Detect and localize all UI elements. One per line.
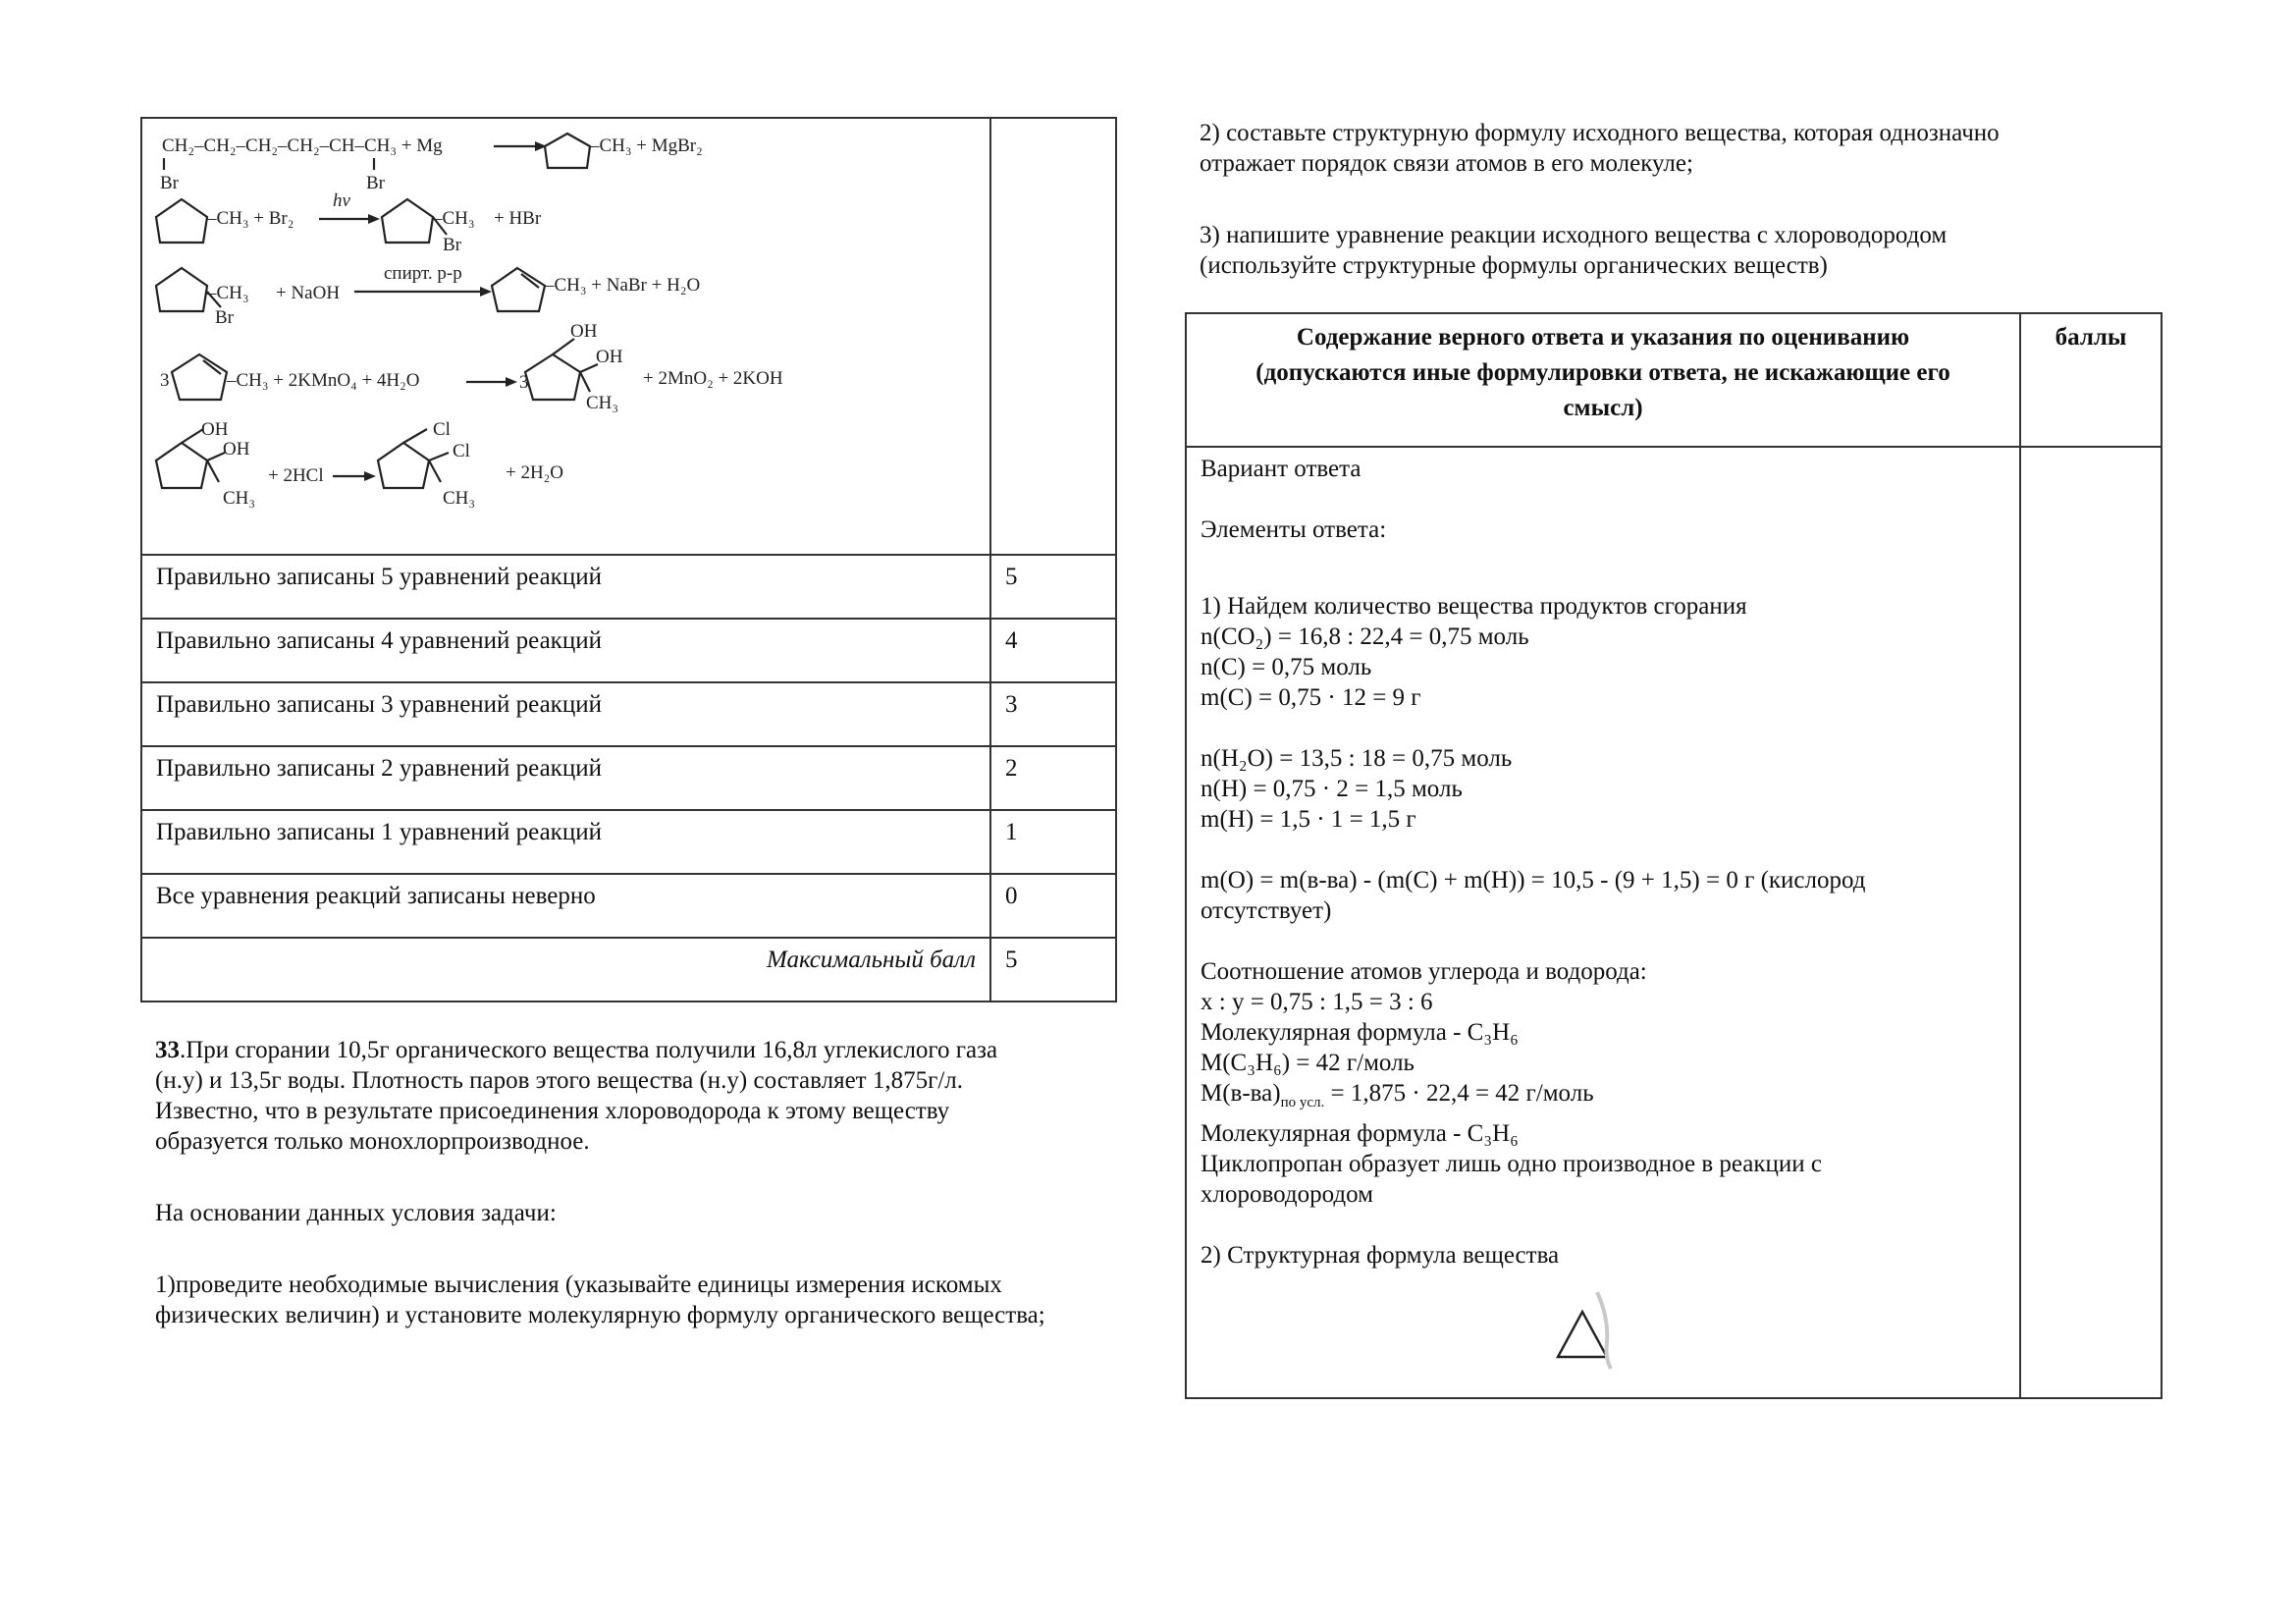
r1-right: –CH₃ + MgBr₂ (590, 135, 703, 156)
r1-br1: Br (160, 173, 179, 193)
task1-line: физических величин) и установите молекулярную формулу органического вещества; (155, 1302, 1045, 1328)
answer-step: M(C₃H₆) = 42 г/моль (1201, 1050, 1415, 1076)
cyclopropane-structure (1201, 1278, 2005, 1386)
task2-line: 2) составьте структурную формулу исходного вещества, которая однозначно (1200, 120, 2000, 146)
answer-step: Циклопропан образует лишь одно производное в реакции с (1201, 1151, 1823, 1177)
r5-cl1: Cl (433, 419, 451, 440)
answer-header: Содержание верного ответа и указания по оцениванию (допускаются иные формулировки ответа, не искажающие его смысл) (1186, 313, 2020, 447)
r3-left-rest: + NaOH (276, 283, 341, 303)
task2-line: отражает порядок связи атомов в его молекуле; (1200, 150, 1693, 177)
criteria-score: 2 (990, 746, 1116, 810)
r3-right: –CH₃ + NaBr + H₂O (545, 275, 701, 296)
scoring-table-left (140, 117, 1117, 1002)
answer-table (1185, 312, 2163, 1399)
r5-cl2: Cl (453, 441, 470, 461)
answer-step: Молекулярная формула - C₃H₆ (1201, 1120, 1519, 1147)
answer-step: x : y = 0,75 : 1,5 = 3 : 6 (1201, 989, 1433, 1015)
r4-left: –CH₃ + 2KMnO₄ + 4H₂O (227, 370, 420, 391)
criteria-row: Правильно записаны 1 уравнений реакций (141, 810, 990, 874)
r3-left-br: Br (215, 307, 234, 328)
criteria-score: 5 (990, 555, 1116, 619)
r4-oh2: OH (596, 347, 623, 367)
r3-left-ch3: –CH₃ (207, 283, 249, 303)
problem-line: 33.При сгорании 10,5г органического вещества получили 16,8л углекислого газа (155, 1037, 998, 1063)
answer-step: n(H) = 0,75 · 2 = 1,5 моль (1201, 776, 1463, 802)
problem-number: 33 (155, 1037, 180, 1063)
problem-line: (н.у) и 13,5г воды. Плотность паров этого вещества (н.у) составляет 1,875г/л. (155, 1067, 964, 1094)
r4-ch3: CH₃ (586, 393, 619, 413)
r4-coef-left: 3 (160, 370, 170, 391)
score-header: баллы (2020, 313, 2162, 447)
r1-left: CH₂–CH₂–CH₂–CH₂–CH–CH₃ + Mg (162, 135, 443, 156)
criteria-score: 1 (990, 810, 1116, 874)
criteria-score: 3 (990, 682, 1116, 746)
r2-cond: hv (333, 190, 350, 211)
answer-step: m(C) = 0,75 · 12 = 9 г (1201, 684, 1421, 711)
r4-oh1: OH (570, 321, 598, 342)
reaction-scheme-cell (141, 118, 990, 555)
answer-variant: Вариант ответа (1201, 456, 1362, 482)
answer-elements: Элементы ответа: (1201, 516, 1387, 543)
r5-right: + 2H₂O (506, 462, 564, 483)
r3-cond: спирт. р-р (384, 263, 462, 284)
answer-step: Молекулярная формула - C₃H₆ (1201, 1019, 1519, 1046)
r5-ch3: CH₃ (223, 488, 256, 509)
r5-ch3-r: CH₃ (443, 488, 476, 509)
criteria-row: Все уравнения реакций записаны неверно (141, 874, 990, 938)
answer-step: m(H) = 1,5 · 1 = 1,5 г (1201, 806, 1416, 833)
task3-line: (используйте структурные формулы органических веществ) (1200, 252, 1828, 279)
problem-basis: На основании данных условия задачи: (155, 1200, 557, 1226)
answer-step: n(CO₂) = 16,8 : 22,4 = 0,75 моль (1201, 623, 1529, 650)
problem-33 (155, 1035, 1107, 1330)
answer-step: m(O) = m(в-ва) - (m(C) + m(H)) = 10,5 - (9 + 1,5) = 0 г (кислород (1201, 867, 1866, 893)
task1-line: 1)проведите необходимые вычисления (указывайте единицы измерения искомых (155, 1272, 1002, 1298)
reaction-scheme-score-cell (990, 118, 1116, 555)
criteria-row: Правильно записаны 4 уравнений реакций (141, 619, 990, 682)
answer-score-cell (2020, 447, 2162, 1398)
answer-step: n(C) = 0,75 моль (1201, 654, 1372, 680)
r4-right: + 2MnO₂ + 2KOH (643, 368, 783, 389)
r2-right-br: Br (443, 235, 461, 255)
tasks-2-3 (1200, 118, 2181, 281)
answer-step: Соотношение атомов углерода и водорода: (1201, 958, 1647, 985)
criteria-score: 0 (990, 874, 1116, 938)
max-score-label: Максимальный балл (141, 938, 990, 1001)
answer-step: хлороводородом (1201, 1181, 1373, 1208)
answer-step: n(H₂O) = 13,5 : 18 = 0,75 моль (1201, 745, 1513, 772)
problem-line: Известно, что в результате присоединения хлороводорода к этому веществу (155, 1098, 950, 1124)
r4-coef-right: 3 (519, 372, 529, 393)
criteria-row: Правильно записаны 3 уравнений реакций (141, 682, 990, 746)
task3-line: 3) напишите уравнение реакции исходного вещества с хлороводородом (1200, 222, 1948, 248)
r1-br2: Br (366, 173, 385, 193)
answer-step: $M(в-ва)_{по усл.} = 1,875 \cdot 22,4 = 42$ г/моль (1201, 1080, 1594, 1110)
max-score-value: 5 (990, 938, 1116, 1001)
answer-step: 1) Найдем количество вещества продуктов сгорания (1201, 593, 1747, 620)
answer-step: 2) Структурная формула вещества (1201, 1242, 1560, 1269)
r2-right-rest: + HBr (494, 208, 542, 229)
r5-left-rest: + 2HCl (268, 465, 324, 486)
r5-oh2: OH (223, 439, 250, 460)
r2-left: –CH₃ + Br₂ (207, 208, 294, 229)
reaction-scheme (142, 119, 987, 547)
r5-oh1: OH (201, 419, 229, 440)
r2-right-ch3: –CH₃ (433, 208, 475, 229)
criteria-score: 4 (990, 619, 1116, 682)
answer-content (1186, 447, 2020, 1398)
criteria-row: Правильно записаны 2 уравнений реакций (141, 746, 990, 810)
criteria-row: Правильно записаны 5 уравнений реакций (141, 555, 990, 619)
answer-step: отсутствует) (1201, 897, 1332, 924)
problem-line: образуется только монохлорпроизводное. (155, 1128, 590, 1155)
